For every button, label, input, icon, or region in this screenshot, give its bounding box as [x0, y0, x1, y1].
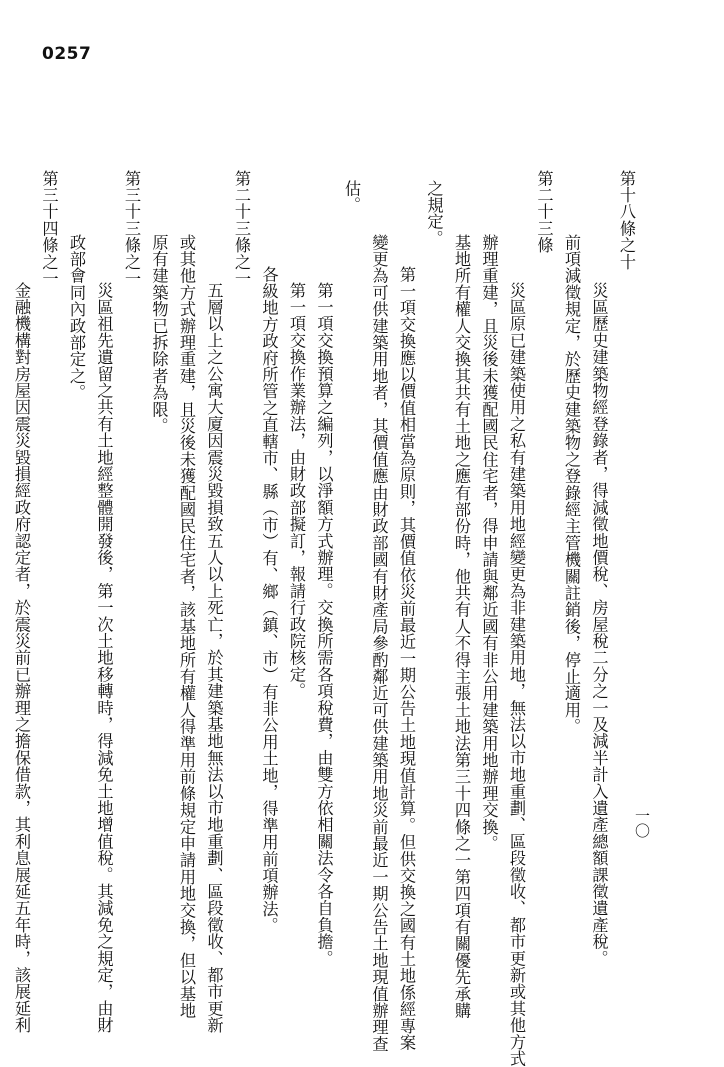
article-label: 第二十三條 [534, 170, 554, 254]
text-column: 變更為可供建築用地者，其價值應由財政部國有財產局參酌鄰近可供建築用地災前最近一期公告土地現值辦理查 [369, 234, 389, 1053]
text-column: 前項減徵規定，於歷史建築物之登錄經主管機關註銷後，停止適用。 [562, 234, 581, 735]
article-label: 第十八條之十 [617, 170, 636, 271]
text-column: 災區歷史建築物經登錄者，得減徵地價稅、房屋稅二分之一及減半計入遺產總額課徵遺產稅。 [589, 282, 609, 967]
text-column: 或其他方式辦理重建，且災後未獲配國民住宅者，該基地所有權人得準用前條規定申請用地交換，但以基地 [177, 234, 196, 1019]
text-column: 第一項交換預算之編列，以淨額方式辦理。交換所需各項稅費，由雙方依相關法令各自負擔。 [314, 282, 334, 967]
text-column: 辦理重建，且災後未獲配國民住宅者，得申請與鄰近國有非公用建築用地辦理交換。 [479, 234, 499, 852]
article-label: 第三十三條之一 [122, 170, 141, 287]
text-column: 之規定。 [424, 180, 444, 247]
page-number: 一〇 [633, 808, 651, 838]
text-column: 各級地方政府所管之直轄市、縣（市）有、鄉（鎮、市）有非公用土地，得準用前項辦法。 [259, 266, 279, 934]
text-column: 災區祖先遺留之共有土地經整體開發後，第一次土地移轉時，得減免土地增值稅。其減免之規定，由財 [94, 282, 114, 1034]
text-column: 原有建築物已拆除者為限。 [149, 234, 169, 435]
text-column: 金融機構對房屋因震災毀損經政府認定者，於震災前已辦理之擔保借款，其利息展延五年時，該展延利 [12, 282, 31, 1034]
text-column: 五層以上之公寓大廈因震災毀損致五人以上死亡，於其建築基地無法以市地重劃、區段徵收、都市更新 [204, 282, 224, 1034]
article-label: 第二十三條之一 [232, 170, 251, 287]
text-column: 第一項交換應以價值相當為原則，其價值依災前最近一期公告土地現值計算。但供交換之國有土地係經專案 [397, 266, 416, 1051]
text-column: 第一項交換作業辦法，由財政部擬訂，報請行政院核定。 [287, 282, 306, 700]
page-id: 0257 [42, 44, 92, 64]
text-column: 基地所有權人交換其共有土地之應有部份時，他共有人不得主張土地法第三十四條之一第四項有關優先承購 [452, 234, 471, 1019]
article-label: 第三十四條之一 [39, 170, 59, 287]
text-column: 估。 [342, 180, 361, 214]
text-column: 災區原已建築使用之私有建築用地經變更為非建築用地，無法以市地重劃、區段徵收、都市更新或其他方式 [507, 282, 526, 1067]
text-column: 政部會同內政部定之。 [67, 234, 86, 401]
